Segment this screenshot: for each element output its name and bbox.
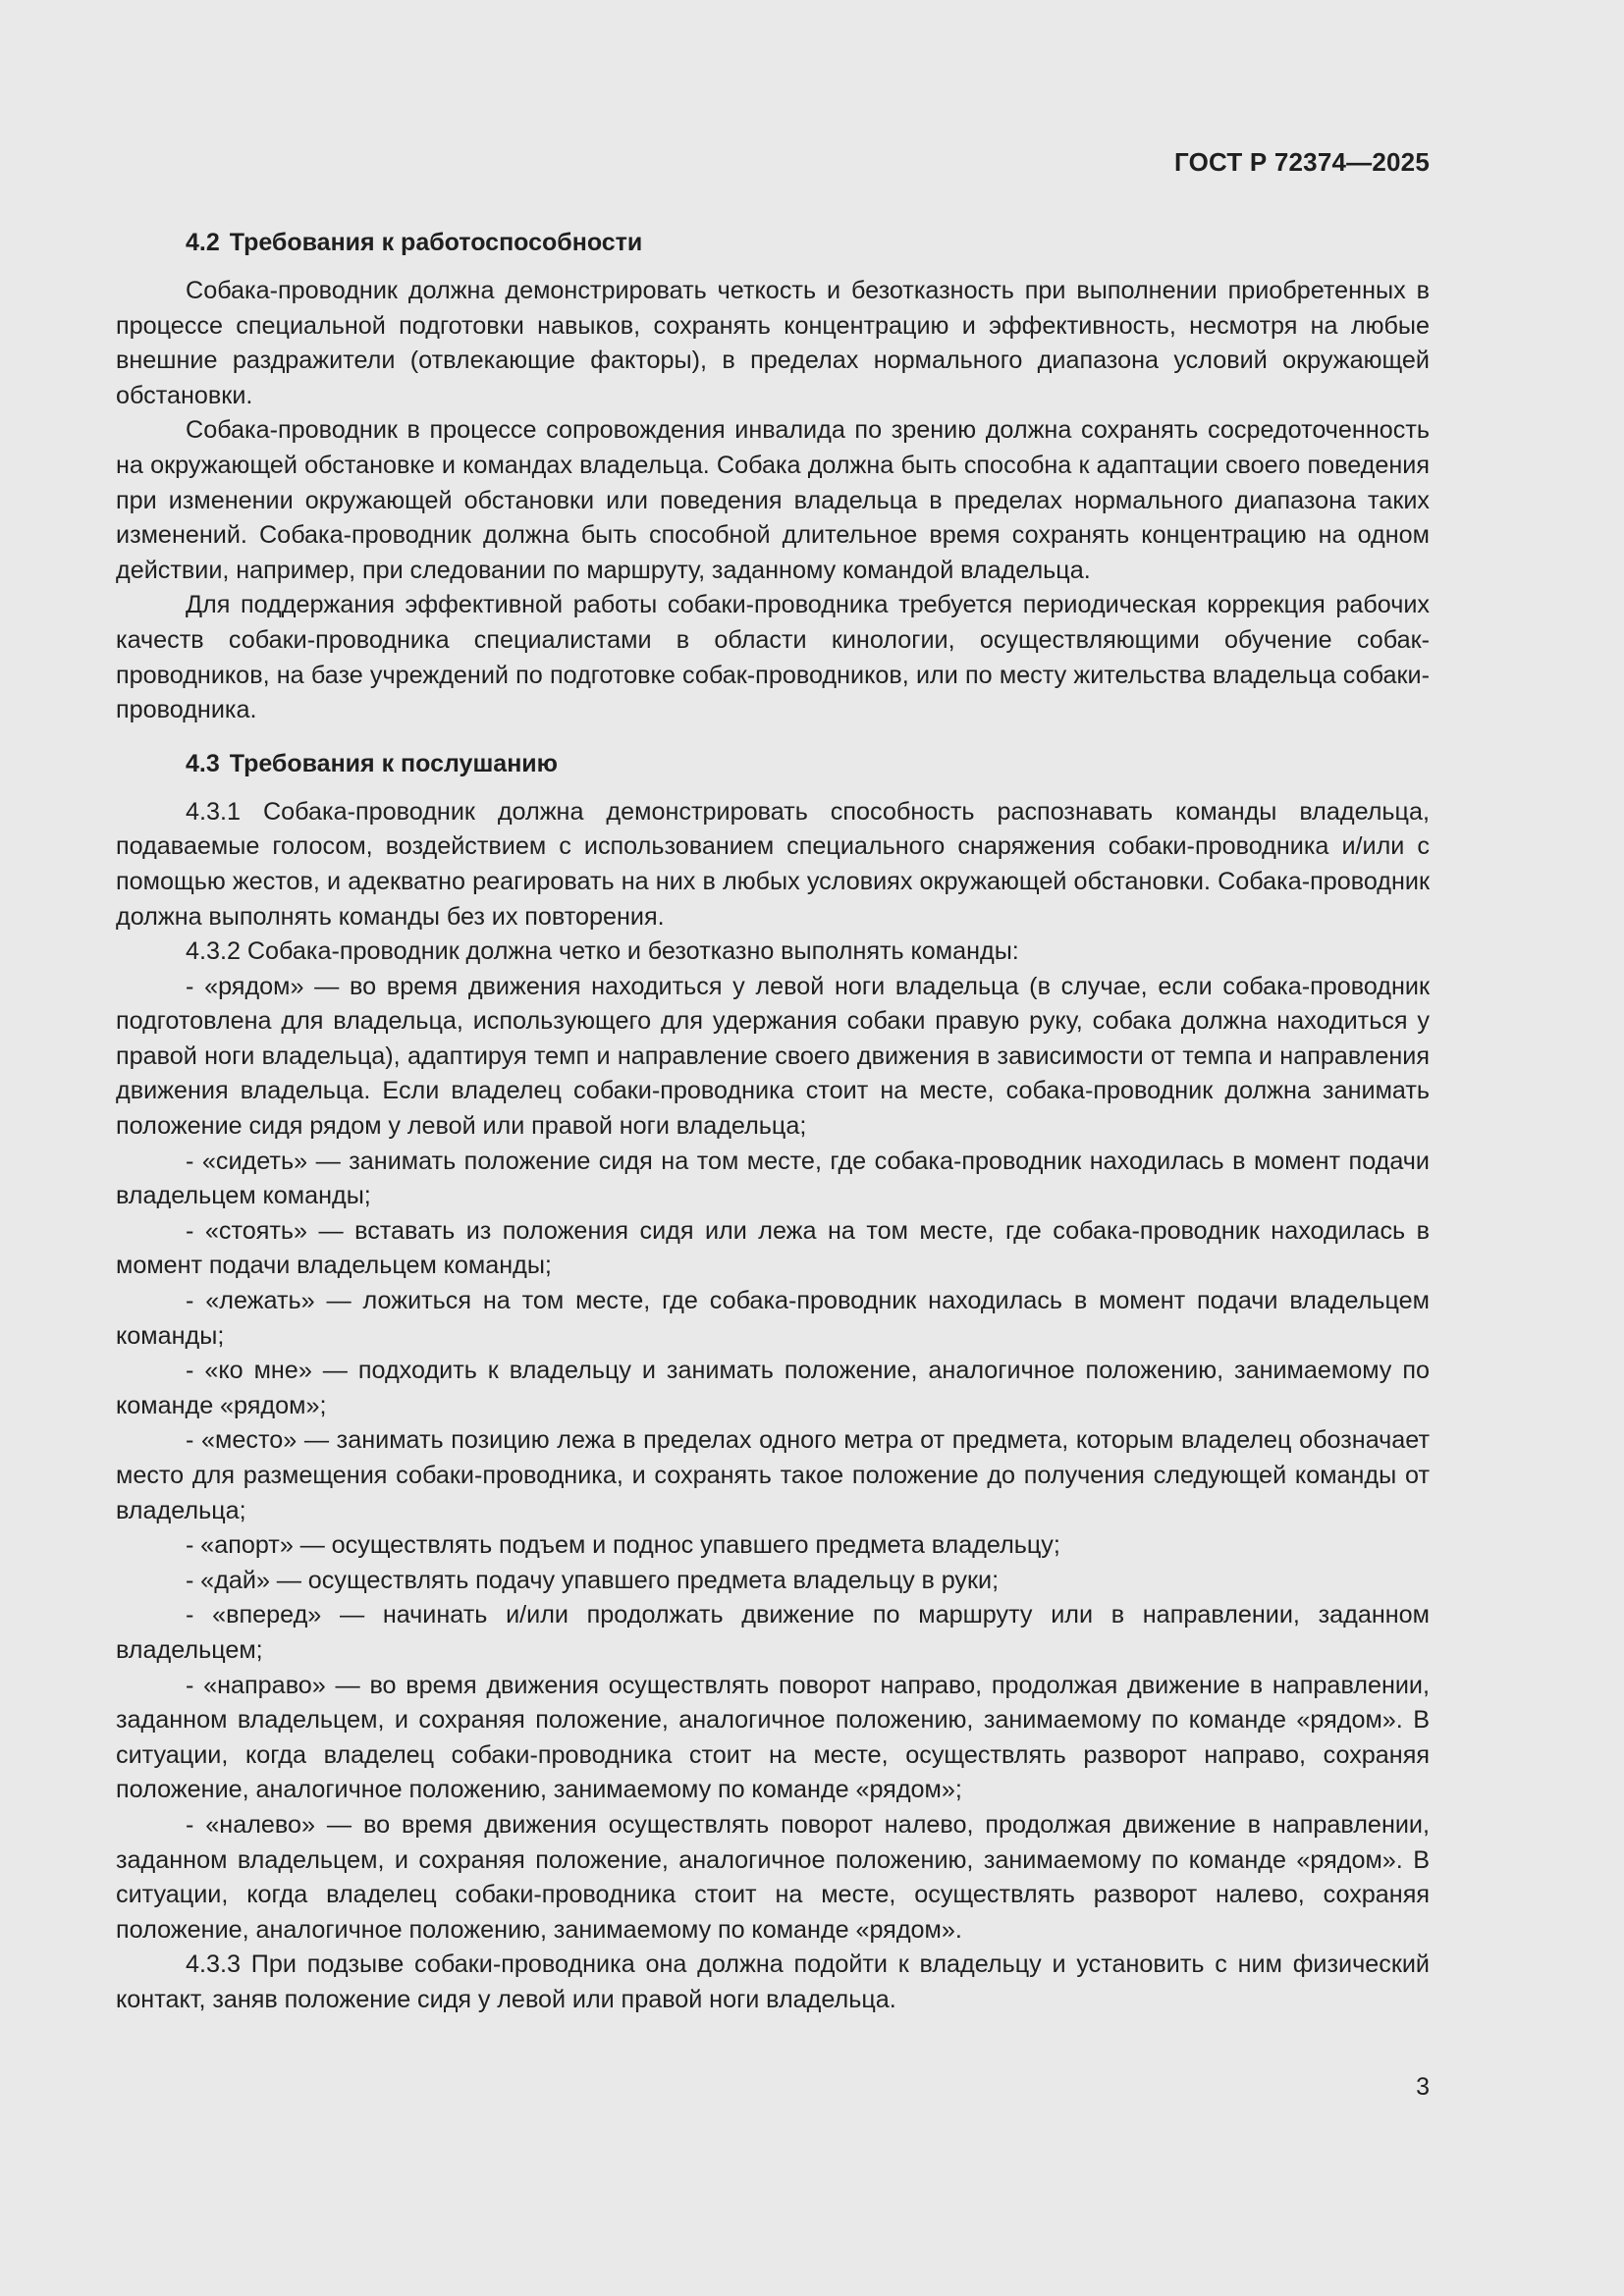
paragraph: Собака-проводник в процессе сопровождения инвалида по зрению должна сохранять сосредоточенность на окружающей обстановке и командах владельца. Собака должна быть способна к адаптации своего поведения при изменении окружающей обстановки или поведения владельца в пределах нормального диапазона таких изменений. Собака-проводник должна быть способной длительное время сохранять концентрацию на одном действии, например, при следовании по маршруту, заданному командой владельца. <box>116 416 1430 584</box>
document-body <box>116 225 1430 2018</box>
section-number: 4.2 <box>186 229 220 256</box>
command-item-mesto: - «место» — занимать позицию лежа в пределах одного метра от предмета, которым владелец обозначает место для размещения собаки-проводника, и сохранять такое положение до получения следующей команды от владельца; <box>116 1426 1430 1524</box>
command-item-ko-mne: - «ко мне» — подходить к владельцу и занимать положение, аналогичное положению, занимаемому по команде «рядом»; <box>116 1357 1430 1419</box>
command-item-sidet: - «сидеть» — занимать положение сидя на том месте, где собака-проводник находилась в момент подачи владельцем команды; <box>116 1147 1430 1210</box>
command-item-ryadom: - «рядом» — во время движения находиться у левой ноги владельца (в случае, если собака-проводник подготовлена для владельца, использующего для удержания собаки правую руку, собака должна находиться у правой ноги владельца), адаптируя темп и направление своего движения в зависимости от темпа и направления движения владельца. Если владелец собаки-проводника стоит на месте, собака-проводник должна занимать положение сидя рядом у левой или правой ноги владельца; <box>116 972 1430 1141</box>
command-item-dai: - «дай» — осуществлять подачу упавшего предмета владельцу в руки; <box>186 1566 1000 1594</box>
command-item-vpered: - «вперед» — начинать и/или продолжать движение по маршруту или в направлении, заданном владельцем; <box>116 1601 1430 1664</box>
command-item-stoyat: - «стоять» — вставать из положения сидя или лежа на том месте, где собака-проводник находилась в момент подачи владельцем команды; <box>116 1216 1430 1280</box>
section-number: 4.3 <box>186 749 220 777</box>
page-number: 3 <box>1416 2073 1430 2101</box>
paragraph: Собака-проводник должна демонстрировать четкость и безотказность при выполнении приобретенных в процессе специальной подготовки навыков, сохранять концентрацию и эффективность, несмотря на любые внешние раздражители (отвлекающие факторы), в пределах нормального диапазона условий окружающей обстановки. <box>116 277 1430 409</box>
clause-4-3-2: 4.3.2 Собака-проводник должна четко и безотказно выполнять команды: <box>186 937 1019 966</box>
section-title: Требования к работоспособности <box>229 229 643 256</box>
section-heading-4-3 <box>116 746 1430 781</box>
command-item-lezhat: - «лежать» — ложиться на том месте, где собака-проводник находилась в момент подачи владельцем команды; <box>116 1287 1430 1350</box>
paragraph: Для поддержания эффективной работы собаки-проводника требуется периодическая коррекция рабочих качеств собаки-проводника специалистами в области кинологии, осуществляющими обучение собак-проводников, на базе учреждений по подготовке собак-проводников, или по месту жительства владельца собаки-проводника. <box>116 591 1430 724</box>
command-item-aport: - «апорт» — осуществлять подъем и поднос упавшего предмета владельцу; <box>186 1531 1060 1560</box>
clause-4-3-1: 4.3.1 Собака-проводник должна демонстрировать способность распознавать команды владельца, подаваемые голосом, воздействием с использованием специального снаряжения собаки-проводника и/или с помощью жестов, и адекватно реагировать на них в любых условиях окружающей обстановки. Собака-проводник должна выполнять команды без их повторения. <box>116 797 1430 931</box>
clause-4-3-3: 4.3.3 При подзыве собаки-проводника она должна подойти к владельцу и установить с ним физический контакт, заняв положение сидя у левой или правой ноги владельца. <box>116 1950 1430 2013</box>
section-heading-4-2 <box>116 225 1430 260</box>
command-item-nalevo: - «налево» — во время движения осуществлять поворот налево, продолжая движение в направлении, заданном владельцем, и сохраняя положение, аналогичное положению, занимаемому по команде «рядом». В ситуации, когда владелец собаки-проводника стоит на месте, осуществлять разворот налево, сохраняя положение, аналогичное положению, занимаемому по команде «рядом». <box>116 1810 1430 1944</box>
section-title: Требования к послушанию <box>229 749 559 777</box>
document-id-header: ГОСТ Р 72374—2025 <box>1174 147 1430 177</box>
command-item-napravo: - «направо» — во время движения осуществлять поворот направо, продолжая движение в направлении, заданном владельцем, и сохраняя положение, аналогичное положению, занимаемому по команде «рядом». В ситуации, когда владелец собаки-проводника стоит на месте, осуществлять разворот направо, сохраняя положение, аналогичное положению, занимаемому по команде «рядом»; <box>116 1671 1430 1804</box>
